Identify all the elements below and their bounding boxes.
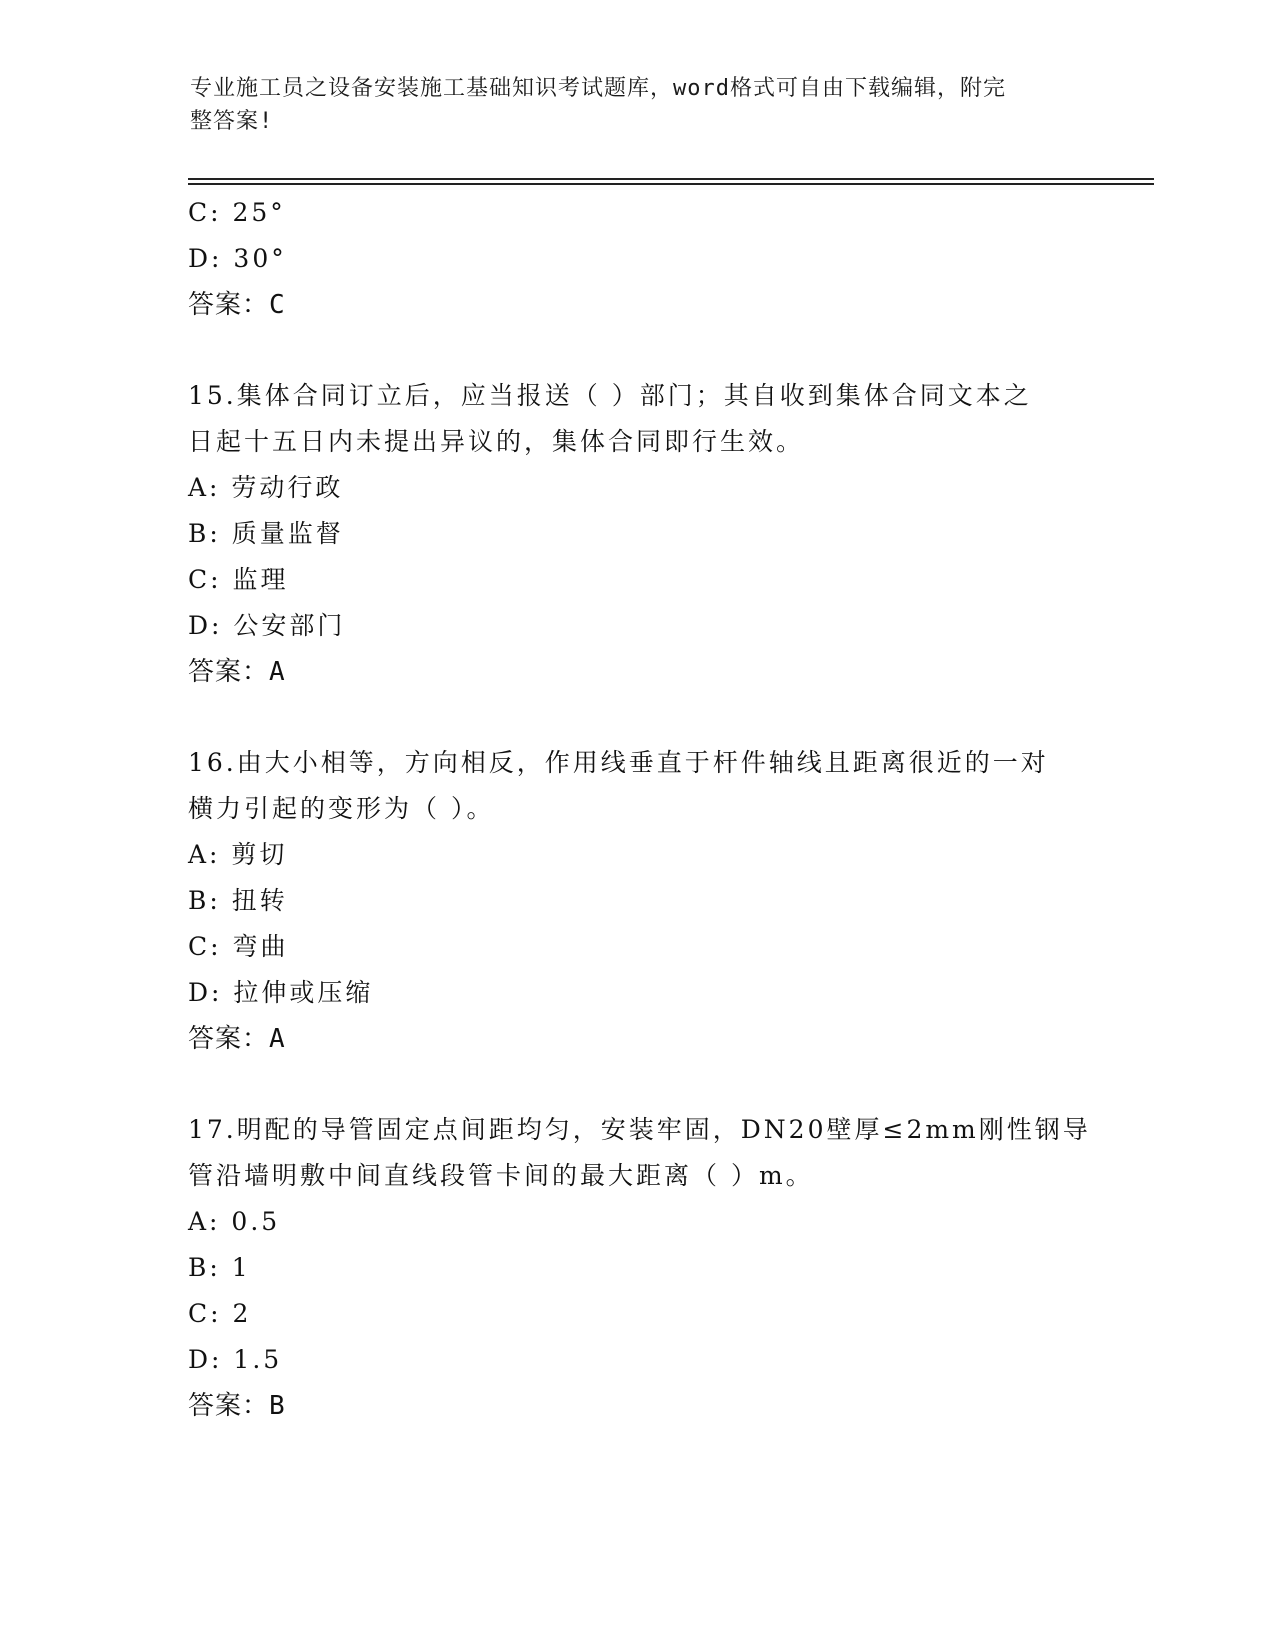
header-line-1: 专业施工员之设备安装施工基础知识考试题库，word格式可自由下载编辑，附完 [190, 76, 1006, 101]
answer-line: 答案：B [188, 1391, 286, 1421]
question-text-line: 管沿墙明敷中间直线段管卡间的最大距离（ ）m。 [188, 1161, 814, 1190]
option-b: B: 质量监督 [188, 519, 344, 548]
answer-line: 答案：A [188, 1024, 286, 1054]
option-a: A: 0.5 [188, 1207, 281, 1236]
question-previous [188, 190, 1088, 328]
header-divider-bottom [188, 183, 1154, 185]
option-c: C: 25° [188, 198, 286, 227]
question-text-line: 横力引起的变形为（ ）。 [188, 794, 495, 823]
option-d: D: 公安部门 [188, 611, 346, 640]
header-divider-top [188, 178, 1154, 180]
question-text-line: 17.明配的导管固定点间距均匀，安装牢固，DN20壁厚≤2mm刚性钢导 [188, 1115, 1091, 1144]
option-d: D: 1.5 [188, 1345, 283, 1374]
header-line-2: 整答案! [190, 109, 274, 134]
option-d: D: 30° [188, 244, 287, 273]
answer-line: 答案：A [188, 657, 286, 687]
option-a: A: 劳动行政 [188, 473, 344, 502]
question-text-line: 16.由大小相等，方向相反，作用线垂直于杆件轴线且距离很近的一对 [188, 748, 1049, 777]
answer-line: 答案：C [188, 290, 286, 320]
document-header [190, 72, 1070, 138]
question-15 [188, 373, 1088, 695]
option-a: A: 剪切 [188, 840, 288, 869]
option-c: C: 2 [188, 1299, 252, 1328]
question-text-line: 日起十五日内未提出异议的，集体合同即行生效。 [188, 427, 805, 456]
option-c: C: 监理 [188, 565, 289, 594]
option-d: D: 拉伸或压缩 [188, 978, 374, 1007]
option-b: B: 扭转 [188, 886, 288, 915]
question-17 [188, 1107, 1091, 1429]
question-16 [188, 740, 1088, 1062]
option-c: C: 弯曲 [188, 932, 289, 961]
question-list [188, 190, 1091, 1429]
question-text-line: 15.集体合同订立后，应当报送（ ）部门；其自收到集体合同文本之 [188, 381, 1032, 410]
option-b: B: 1 [188, 1253, 251, 1282]
